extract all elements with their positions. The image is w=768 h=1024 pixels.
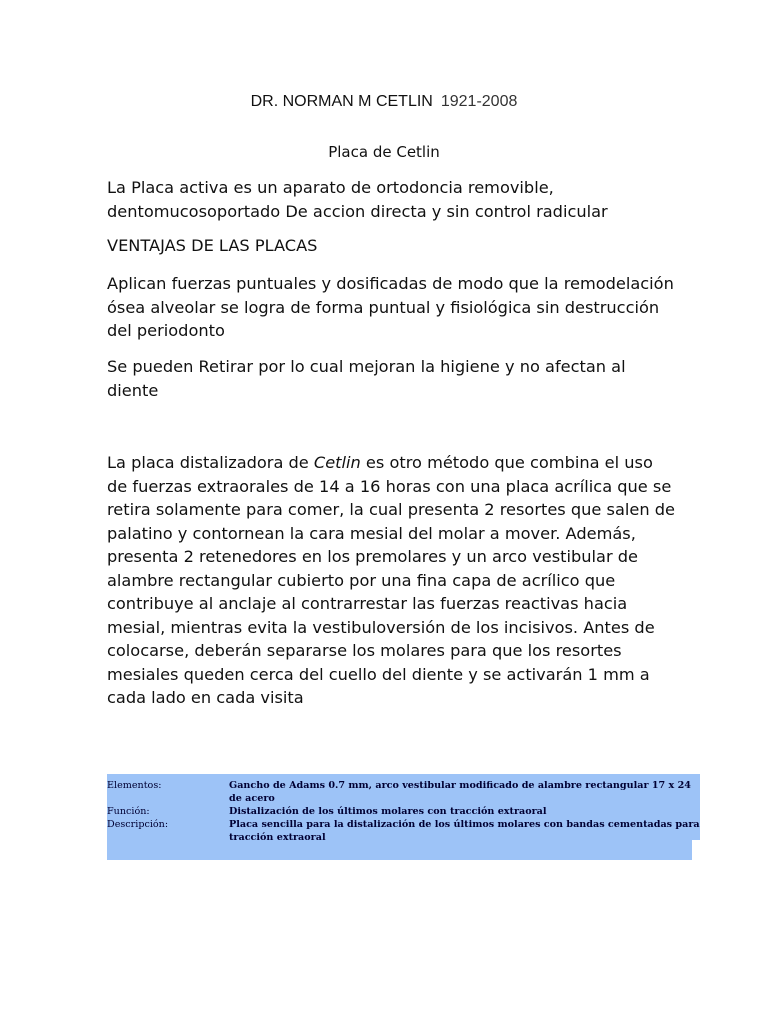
table-value: Distalización de los últimos molares con tracción extraoral [229,806,547,817]
info-table-box [107,774,700,860]
paragraph-distalizer [107,451,677,710]
paragraph-distalizer-emphasis: Cetlin [313,453,361,472]
title-years: 1921-2008 [440,93,518,110]
document-subtitle: Placa de Cetlin [328,143,440,161]
table-label: Elementos: [107,780,162,791]
paragraph-distalizer-start: La placa distalizadora de [107,453,314,472]
table-value: Placa sencilla para la distalización de los últimos molares con bandas cementadas para tracción extraoral [229,819,700,843]
paragraph-distalizer-rest: es otro método que combina el uso de fuerzas extraorales de 14 a 16 horas con una placa acrílica que se retira solamente para comer, la cual presenta 2 resortes que salen de palatino y contornean la cara mesial del molar a mover. Además, presenta 2 retenedores en los premolares y un arco vestibular de alambre rectangular cubierto por una fina capa de acrílico que contribuye al anclaje al contrarrestar las fuerzas reactivas hacia mesial, mientras evita la vestibuloversión de los incisivos. Antes de colocarse, deberán separarse los molares para que los resortes mesiales queden cerca del cuello del diente y se activarán 1 mm a cada lado en cada visita [107,453,675,707]
title-name: DR. NORMAN M CETLIN [250,93,433,110]
table-value: Gancho de Adams 0.7 mm, arco vestibular modificado de alambre rectangular 17 x 24 de acero [229,780,691,804]
paragraph-definition: La Placa activa es un aparato de ortodoncia removible, dentomucosoportado De accion directa y sin control radicular [107,178,608,221]
table-label: Función: [107,806,150,817]
table-row [107,818,700,844]
paragraph-advantage-1: Aplican fuerzas puntuales y dosificadas de modo que la remodelación ósea alveolar se logra de forma puntual y fisiológica sin destrucción del periodonto [107,274,674,340]
table-row [107,779,700,805]
section-heading: VENTAJAS DE LAS PLACAS [107,236,318,255]
document-title [0,92,768,112]
table-label: Descripción: [107,819,169,830]
table-row [107,805,700,818]
info-table [107,779,700,844]
paragraph-advantage-2: Se pueden Retirar por lo cual mejoran la higiene y no afectan al diente [107,357,626,400]
